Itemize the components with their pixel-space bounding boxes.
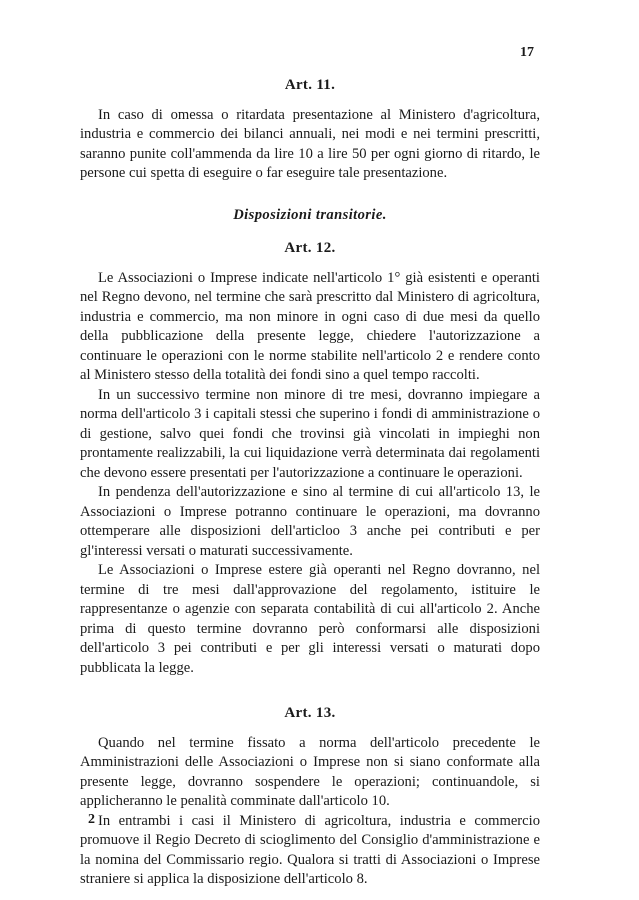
document-body — [80, 76, 540, 890]
article-13-heading: Art. 13. — [284, 705, 336, 721]
article-12-paragraph: In pendenza dell'autorizzazione e sino al termine di cui all'articolo 13, le Associazioni o Imprese potranno continuare le operazioni, ma dovranno ottemperare alle disposizioni dell'articloo 3 anche pei contributi e per gl'interessi versati o maturati successivamente. — [80, 484, 540, 559]
section-title: Disposizioni transitorie. — [233, 206, 387, 223]
article-13-paragraph: Quando nel termine fissato a norma dell'articolo precedente le Amministrazioni delle Associazioni o Imprese non si siano conformate alla presente legge, dovranno sospendere le operazioni; continuandole, si applicheranno le penalità comminate dall'articolo 10. — [80, 734, 540, 809]
signature-mark: 2 — [88, 812, 95, 827]
article-12-heading: Art. 12. — [284, 240, 336, 256]
article-12-paragraph: Le Associazioni o Imprese indicate nell'articolo 1° già esistenti e operanti nel Regno devono, nel termine che sarà prescritto dal Ministero di agricoltura, industria e commercio, ma non minore in ogni caso di due mesi da quello della pubblicazione della presente legge, chiedere l'autorizzazione a continuare le operazioni con le norme stabilite nell'articolo 2 e rendere conto al Ministero stesso della totalità dei fondi sino a quel tempo raccolti. — [80, 269, 540, 383]
article-12-paragraph: Le Associazioni o Imprese estere già operanti nel Regno dovranno, nel termine di tre mesi dall'approvazione del regolamento, istituire le rappresentanze o agenzie con separata contabilità di cui all'articolo 2. Anche prima di questo termine dovranno però conformarsi alle disposizioni dell'articolo 3 pei contributi e per gli interessi versati o maturati dopo pubblicata la legge. — [80, 562, 540, 676]
article-13-paragraph: In entrambi i casi il Ministero di agricoltura, industria e commercio promuove il Regio Decreto di scioglimento del Consiglio d'amministrazione e la nomina del Commissario regio. Qualora si tratti di Associazioni o Imprese straniere si applica la disposizione dell'articolo 8. — [80, 812, 540, 887]
page-number: 17 — [520, 45, 534, 60]
article-11-heading: Art. 11. — [284, 77, 336, 93]
article-12-paragraph: In un successivo termine non minore di tre mesi, dovranno impiegare a norma dell'articolo 3 i capitali stessi che superino i fondi di amministrazione o di gestione, salvo quei fondi che trovinsi già vincolati in impieghi non prontamente realizzabili, la cui liquidazione verrà determinata dai regolamenti che devono essere presentati per l'autorizzazione a continuare le operazioni. — [80, 386, 540, 481]
article-11-paragraph: In caso di omessa o ritardata presentazione al Ministero d'agricoltura, industria e commercio dei bilanci annuali, nei modi e nei termini prescritti, saranno punite coll'ammenda da lire 10 a lire 50 per ogni giorno di ritardo, le persone cui spetta di eseguire o far eseguire tale presentazione. — [80, 106, 540, 181]
